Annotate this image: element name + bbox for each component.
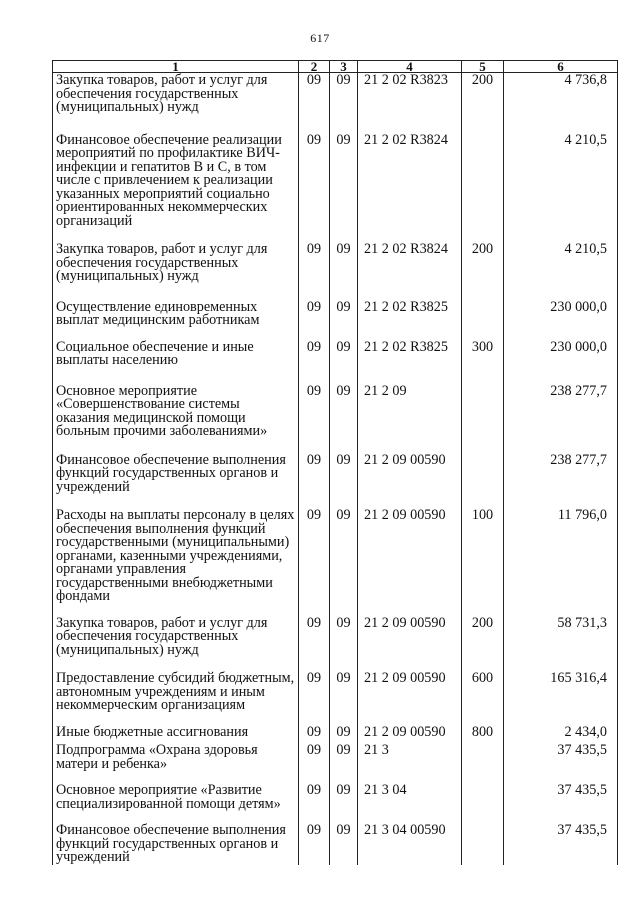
row-target-code: 21 2 09 00590 — [358, 616, 462, 672]
row-section: 09 — [299, 823, 330, 865]
header-col-1: 1 — [53, 61, 299, 73]
row-name: Закупка товаров, работ и услуг для обеспечения государственных (муниципальных) нужд — [53, 616, 299, 672]
row-target-code: 21 3 04 — [358, 783, 462, 823]
table-row — [53, 242, 618, 300]
row-name: Осуществление единовременных выплат медицинским работникам — [53, 300, 299, 340]
table-row — [53, 384, 618, 453]
header-col-6: 6 — [504, 61, 618, 73]
row-subsection: 09 — [330, 508, 358, 616]
row-section: 09 — [299, 73, 330, 133]
header-col-5: 5 — [462, 61, 504, 73]
row-section: 09 — [299, 133, 330, 243]
row-amount: 238 277,7 — [504, 453, 618, 509]
row-name: Закупка товаров, работ и услуг для обеспечения государственных (муниципальных) нужд — [53, 73, 299, 133]
row-amount: 58 731,3 — [504, 616, 618, 672]
row-expense-type: 200 — [462, 616, 504, 672]
row-expense-type: 200 — [462, 73, 504, 133]
table-row — [53, 300, 618, 340]
row-section: 09 — [299, 743, 330, 783]
row-section: 09 — [299, 384, 330, 453]
row-subsection: 09 — [330, 384, 358, 453]
row-subsection: 09 — [330, 616, 358, 672]
row-expense-type — [462, 783, 504, 823]
row-target-code: 21 2 09 00590 — [358, 508, 462, 616]
row-subsection: 09 — [330, 340, 358, 384]
row-subsection: 09 — [330, 133, 358, 243]
row-target-code: 21 2 02 R3823 — [358, 73, 462, 133]
row-name: Финансовое обеспечение выполнения функций государственных органов и учреждений — [53, 453, 299, 509]
row-target-code: 21 2 09 — [358, 384, 462, 453]
row-amount: 11 796,0 — [504, 508, 618, 616]
row-expense-type — [462, 823, 504, 865]
row-section: 09 — [299, 453, 330, 509]
row-amount: 238 277,7 — [504, 384, 618, 453]
row-subsection: 09 — [330, 242, 358, 300]
row-amount: 4 210,5 — [504, 133, 618, 243]
table-row — [53, 743, 618, 783]
row-name: Предоставление субсидий бюджетным, автономным учреждениям и иным некоммерческим организациям — [53, 671, 299, 725]
row-section: 09 — [299, 671, 330, 725]
row-name: Основное мероприятие «Совершенствование системы оказания медицинской помощи больным прочими заболеваниями» — [53, 384, 299, 453]
row-name: Подпрограмма «Охрана здоровья матери и ребенка» — [53, 743, 299, 783]
row-subsection: 09 — [330, 783, 358, 823]
row-subsection: 09 — [330, 300, 358, 340]
row-amount: 37 435,5 — [504, 743, 618, 783]
row-target-code: 21 2 02 R3824 — [358, 133, 462, 243]
row-target-code: 21 2 09 00590 — [358, 671, 462, 725]
row-subsection: 09 — [330, 671, 358, 725]
row-section: 09 — [299, 616, 330, 672]
row-name: Финансовое обеспечение реализации мероприятий по профилактике ВИЧ-инфекции и гепатитов В и С, в том числе с привлечением к реализации указанных мероприятий социально ориентированных некоммерческих организаций — [53, 133, 299, 243]
row-name: Расходы на выплаты персоналу в целях обеспечения выполнения функций государственными (муниципальными) органами, казенными учреждениями, органами управления государственными внебюджетными фондами — [53, 508, 299, 616]
row-amount: 230 000,0 — [504, 340, 618, 384]
row-section: 09 — [299, 508, 330, 616]
row-amount: 4 210,5 — [504, 242, 618, 300]
row-section: 09 — [299, 300, 330, 340]
table-row — [53, 340, 618, 384]
table-row — [53, 725, 618, 744]
row-amount: 4 736,8 — [504, 73, 618, 133]
row-name: Закупка товаров, работ и услуг для обеспечения государственных (муниципальных) нужд — [53, 242, 299, 300]
table-row — [53, 671, 618, 725]
row-target-code: 21 2 02 R3825 — [358, 340, 462, 384]
row-expense-type: 300 — [462, 340, 504, 384]
header-col-3: 3 — [330, 61, 358, 73]
page-number: 617 — [310, 31, 330, 45]
table-header — [53, 61, 618, 73]
row-section: 09 — [299, 340, 330, 384]
row-expense-type: 100 — [462, 508, 504, 616]
row-subsection: 09 — [330, 823, 358, 865]
table-row — [53, 783, 618, 823]
row-target-code: 21 2 09 00590 — [358, 453, 462, 509]
row-expense-type: 200 — [462, 242, 504, 300]
table-row — [53, 508, 618, 616]
row-expense-type — [462, 133, 504, 243]
row-target-code: 21 2 02 R3825 — [358, 300, 462, 340]
row-expense-type: 800 — [462, 725, 504, 744]
row-target-code: 21 3 04 00590 — [358, 823, 462, 865]
row-subsection: 09 — [330, 73, 358, 133]
table-row — [53, 453, 618, 509]
row-amount: 37 435,5 — [504, 823, 618, 865]
row-subsection: 09 — [330, 725, 358, 744]
table-row — [53, 73, 618, 133]
row-amount: 2 434,0 — [504, 725, 618, 744]
table-body — [53, 73, 618, 865]
row-section: 09 — [299, 725, 330, 744]
row-amount: 37 435,5 — [504, 783, 618, 823]
table-row — [53, 823, 618, 865]
row-expense-type — [462, 453, 504, 509]
row-section: 09 — [299, 783, 330, 823]
row-name: Финансовое обеспечение выполнения функций государственных органов и учреждений — [53, 823, 299, 865]
row-target-code: 21 2 09 00590 — [358, 725, 462, 744]
row-amount: 165 316,4 — [504, 671, 618, 725]
header-col-4: 4 — [358, 61, 462, 73]
row-expense-type — [462, 743, 504, 783]
row-expense-type: 600 — [462, 671, 504, 725]
row-target-code: 21 3 — [358, 743, 462, 783]
row-expense-type — [462, 384, 504, 453]
row-subsection: 09 — [330, 743, 358, 783]
table-row — [53, 616, 618, 672]
header-col-2: 2 — [299, 61, 330, 73]
row-name: Основное мероприятие «Развитие специализированной помощи детям» — [53, 783, 299, 823]
row-expense-type — [462, 300, 504, 340]
row-target-code: 21 2 02 R3824 — [358, 242, 462, 300]
budget-table — [52, 60, 618, 865]
row-amount: 230 000,0 — [504, 300, 618, 340]
table-row — [53, 133, 618, 243]
row-section: 09 — [299, 242, 330, 300]
row-name: Социальное обеспечение и иные выплаты населению — [53, 340, 299, 384]
row-name: Иные бюджетные ассигнования — [53, 725, 299, 744]
row-subsection: 09 — [330, 453, 358, 509]
